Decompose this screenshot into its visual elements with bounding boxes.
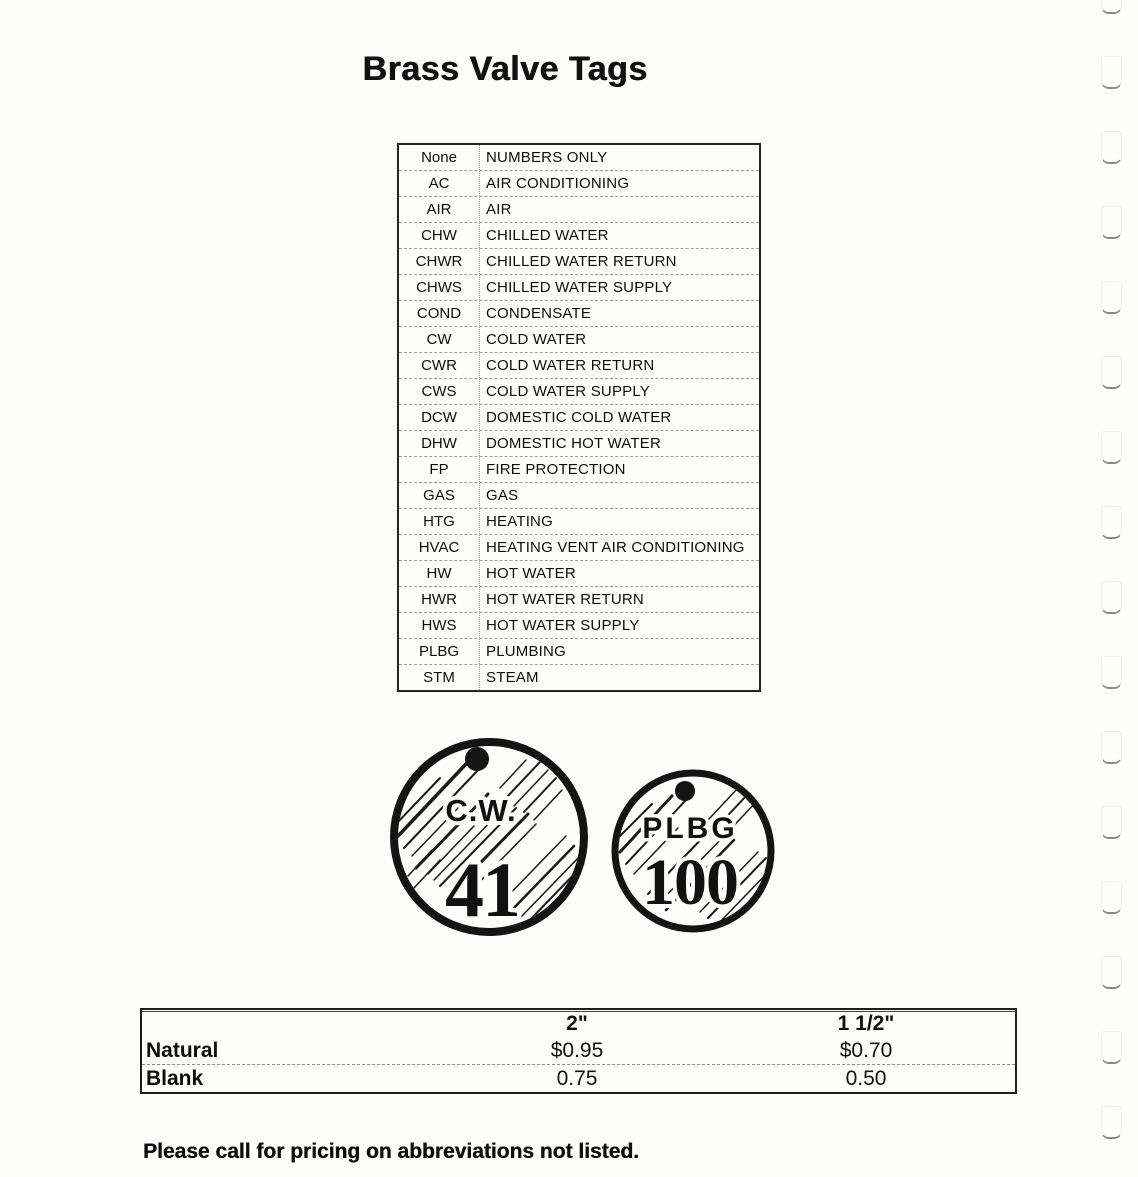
abbreviation-row: [399, 508, 759, 534]
abbreviation-row: [399, 222, 759, 248]
abbreviation-description: COLD WATER: [479, 327, 759, 352]
abbreviation-description: FIRE PROTECTION: [479, 457, 759, 482]
tag-illustration-cw-41: [388, 736, 590, 938]
abbreviation-code: STM: [423, 669, 455, 686]
binding-slot-mark: [1101, 1031, 1122, 1064]
price-table-header-row: [142, 1010, 1015, 1037]
abbreviation-row: [399, 274, 759, 300]
abbreviation-code: CHWS: [416, 279, 462, 296]
price-header-size-2in: 2": [566, 1011, 588, 1035]
tag-hole-icon: [465, 747, 489, 771]
tag-label-text: C.W.: [445, 793, 517, 828]
price-row: [142, 1064, 1015, 1092]
abbreviation-code: AC: [428, 175, 450, 192]
abbreviation-row: [399, 378, 759, 404]
binding-slot-mark: [1101, 131, 1122, 164]
abbreviation-row: [399, 534, 759, 560]
tag-number-text: 41: [445, 846, 519, 933]
tag-illustration-plbg-100: [608, 766, 778, 936]
abbreviation-code: DCW: [421, 409, 457, 426]
abbreviation-code: None: [421, 149, 457, 166]
abbreviation-row: [399, 145, 759, 170]
tag-label-text: PLBG: [642, 812, 738, 845]
abbreviation-description: HEATING: [479, 509, 759, 534]
abbreviation-code: CHW: [421, 227, 457, 244]
abbreviation-code: HWS: [421, 617, 457, 634]
abbreviation-row: [399, 456, 759, 482]
binding-slot-mark: [1101, 1106, 1122, 1139]
abbreviation-row: [399, 586, 759, 612]
price-row-label: Blank: [146, 1066, 204, 1090]
abbreviation-description: PLUMBING: [479, 639, 759, 664]
abbreviation-row: [399, 170, 759, 196]
price-value-1-5in: $0.70: [839, 1038, 893, 1062]
abbreviation-description: HOT WATER: [479, 561, 759, 586]
abbreviation-description: DOMESTIC HOT WATER: [479, 431, 759, 456]
binding-slot-mark: [1101, 0, 1122, 14]
binding-slot-mark: [1101, 431, 1122, 464]
abbreviation-code: HTG: [423, 513, 455, 530]
binding-slot-mark: [1101, 881, 1122, 914]
price-row: [142, 1037, 1015, 1064]
abbreviation-row: [399, 560, 759, 586]
footer-note: Please call for pricing on abbreviations not listed.: [143, 1140, 639, 1163]
abbreviation-code: CWS: [421, 383, 457, 400]
price-value-2in: 0.75: [556, 1066, 598, 1090]
abbreviation-code: COND: [416, 305, 462, 322]
abbreviation-row: [399, 196, 759, 222]
abbreviation-description: HOT WATER RETURN: [479, 587, 759, 612]
abbreviation-description: STEAM: [479, 665, 759, 690]
abbreviation-code: HW: [426, 565, 452, 582]
abbreviation-code: HVAC: [418, 539, 460, 556]
abbreviations-table: [397, 143, 761, 692]
abbreviation-row: [399, 300, 759, 326]
abbreviation-code: AIR: [426, 201, 452, 218]
abbreviation-row: [399, 248, 759, 274]
abbreviation-row: [399, 612, 759, 638]
abbreviation-description: COLD WATER SUPPLY: [479, 379, 759, 404]
abbreviation-row: [399, 404, 759, 430]
binding-slot-mark: [1101, 356, 1122, 389]
binding-slot-mark: [1101, 506, 1122, 539]
abbreviation-code: PLBG: [418, 643, 460, 660]
abbreviation-row: [399, 638, 759, 664]
price-row-label: Natural: [146, 1038, 219, 1062]
abbreviation-description: CHILLED WATER: [479, 223, 759, 248]
abbreviation-row: [399, 430, 759, 456]
binding-slot-mark: [1101, 581, 1122, 614]
price-value-2in: $0.95: [550, 1038, 604, 1062]
binding-slot-mark: [1101, 656, 1122, 689]
abbreviation-code: DHW: [421, 435, 457, 452]
abbreviation-description: GAS: [479, 483, 759, 508]
binding-slot-mark: [1101, 956, 1122, 989]
price-table: [140, 1008, 1017, 1094]
tag-number-text: 100: [642, 846, 738, 919]
abbreviation-description: AIR CONDITIONING: [479, 171, 759, 196]
abbreviation-row: [399, 664, 759, 690]
binding-slot-mark: [1101, 56, 1122, 89]
abbreviation-code: GAS: [423, 487, 455, 504]
abbreviation-row: [399, 482, 759, 508]
binding-slot-mark: [1101, 281, 1122, 314]
price-header-size-1-5in: 1 1/2": [837, 1011, 895, 1035]
abbreviation-description: NUMBERS ONLY: [479, 145, 759, 170]
abbreviation-description: CHILLED WATER SUPPLY: [479, 275, 759, 300]
abbreviation-code: FP: [429, 461, 449, 478]
abbreviation-description: CONDENSATE: [479, 301, 759, 326]
binding-slot-mark: [1101, 806, 1122, 839]
abbreviation-description: HEATING VENT AIR CONDITIONING: [479, 535, 759, 560]
binding-slot-mark: [1101, 206, 1122, 239]
abbreviation-description: AIR: [479, 197, 759, 222]
abbreviation-description: COLD WATER RETURN: [479, 353, 759, 378]
abbreviation-row: [399, 352, 759, 378]
abbreviation-description: CHILLED WATER RETURN: [479, 249, 759, 274]
abbreviation-code: CW: [426, 331, 452, 348]
abbreviation-row: [399, 326, 759, 352]
binding-slot-mark: [1101, 731, 1122, 764]
abbreviation-description: DOMESTIC COLD WATER: [479, 405, 759, 430]
abbreviation-description: HOT WATER SUPPLY: [479, 613, 759, 638]
page-title: Brass Valve Tags: [362, 50, 648, 88]
abbreviation-code: CWR: [421, 357, 457, 374]
tag-hole-icon: [675, 781, 695, 801]
abbreviation-code: HWR: [421, 591, 457, 608]
abbreviation-code: CHWR: [415, 253, 463, 270]
price-value-1-5in: 0.50: [845, 1066, 887, 1090]
price-table-body: [142, 1037, 1015, 1092]
